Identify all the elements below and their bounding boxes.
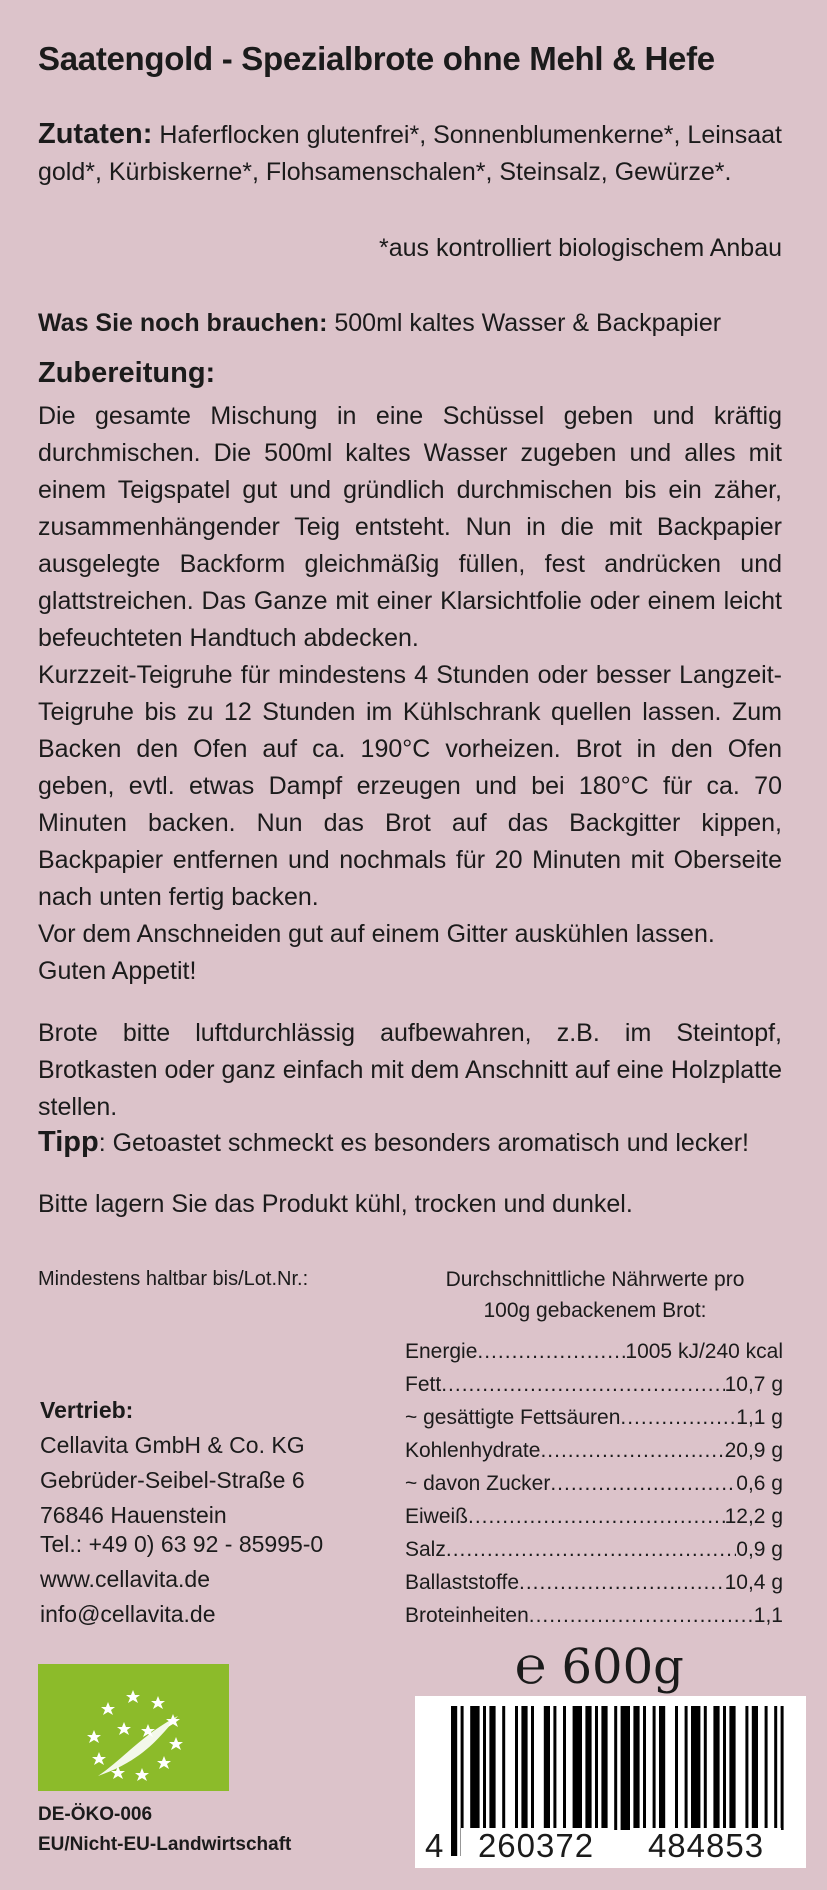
barcode-bar <box>745 1706 748 1830</box>
barcode-bar <box>573 1706 582 1830</box>
nutrition-row <box>405 1472 783 1505</box>
barcode-bar <box>483 1706 486 1830</box>
barcode-group-2: 484853 <box>631 1828 781 1864</box>
barcode-bar <box>563 1706 566 1830</box>
preparation-paragraph-4: Guten Appetit! <box>38 957 197 985</box>
nutrition-label: Ballaststoffe <box>405 1571 520 1594</box>
organic-code-block <box>38 1800 291 1860</box>
nutrition-row <box>405 1439 783 1472</box>
distributor-street: Gebrüder-Seibel-Straße 6 <box>40 1467 305 1493</box>
preparation-heading: Zubereitung: <box>38 357 216 389</box>
nutrition-value: 1,1 <box>753 1604 783 1627</box>
store-note: Bitte lagern Sie das Produkt kühl, trocken und dunkel. <box>38 1190 633 1218</box>
barcode-bar <box>765 1706 768 1830</box>
nutrition-leader-dots <box>540 1439 724 1463</box>
barcode-bar <box>451 1706 457 1856</box>
barcode-bar <box>713 1706 719 1830</box>
nutrition-value: 10,7 g <box>724 1373 783 1396</box>
nutrition-label: Eiweiß <box>405 1505 469 1528</box>
needed-label: Was Sie noch brauchen: <box>38 309 328 337</box>
barcode-bar <box>659 1706 665 1830</box>
nutrition-leader-dots <box>477 1340 625 1364</box>
barcode-bar <box>691 1706 700 1830</box>
nutrition-row <box>405 1538 783 1571</box>
nutrition-label: Salz <box>405 1538 446 1561</box>
nutrition-label: Broteinheiten <box>405 1604 529 1627</box>
barcode-bar <box>675 1706 678 1830</box>
nutrition-leader-dots <box>468 1505 725 1529</box>
nutrition-label: Kohlenhydrate <box>405 1439 541 1462</box>
distributor-website: www.cellavita.de <box>40 1566 211 1592</box>
barcode-digit-first: 4 <box>425 1827 444 1864</box>
tip-text: : Getoastet schmeckt es besonders aromatisch und lecker! <box>98 1129 749 1157</box>
barcode-bar <box>633 1706 639 1830</box>
barcode-bar <box>521 1706 527 1830</box>
barcode-bar <box>752 1706 758 1830</box>
nutrition-value: 0,9 g <box>736 1538 783 1561</box>
barcode-bar <box>595 1706 598 1830</box>
nutrition-leader-dots <box>529 1604 754 1628</box>
nutrition-value: 12,2 g <box>724 1505 783 1528</box>
organic-control-code: DE-ÖKO-006 <box>38 1804 153 1825</box>
nutrition-row <box>405 1505 783 1538</box>
nutrition-leader-dots <box>620 1406 736 1430</box>
nutrition-value: 0,6 g <box>736 1472 783 1495</box>
barcode-bar <box>531 1706 534 1830</box>
barcode-bar <box>515 1706 518 1830</box>
barcode-bar <box>723 1706 726 1830</box>
barcode-bar <box>729 1706 735 1830</box>
nutrition-value: 20,9 g <box>724 1439 783 1462</box>
distributor-city: 76846 Hauenstein <box>40 1502 227 1528</box>
nutrition-leader-dots <box>441 1373 724 1397</box>
nutrition-row <box>405 1604 783 1637</box>
nutrition-label: ~ gesättigte Fettsäuren <box>405 1406 621 1429</box>
barcode-bar <box>585 1706 591 1830</box>
barcode-bar <box>704 1706 707 1830</box>
barcode-bar <box>553 1706 556 1830</box>
eu-organic-logo <box>38 1664 229 1791</box>
nutrition-table <box>405 1340 783 1637</box>
nutrition-heading-line-1: Durchschnittliche Nährwerte pro <box>445 1268 745 1291</box>
nutrition-value: 1,1 g <box>736 1406 783 1429</box>
barcode-bar <box>502 1706 505 1830</box>
nutrition-row <box>405 1340 783 1373</box>
nutrition-value: 10,4 g <box>724 1571 783 1594</box>
barcode-bar <box>685 1706 688 1830</box>
estimated-sign-icon: ℮ <box>515 1636 547 1696</box>
ingredients-block <box>38 116 782 191</box>
product-title: Saatengold - Spezialbrote ohne Mehl & Hefe <box>38 40 715 77</box>
barcode-bar <box>614 1706 617 1830</box>
weight-value: 600g <box>561 1639 684 1695</box>
storage-paragraph: Brote bitte luftdurchlässig aufbewahren, z.B. im Steintopf, Brotkasten oder ganz einfach mit dem Anschnitt auf eine Holzplatte stellen. <box>38 1019 782 1121</box>
barcode-bar <box>601 1706 607 1830</box>
ingredients-text: Haferflocken glutenfrei*, Sonnenblumenkerne*, Leinsaat gold*, Kürbiskerne*, Flohsamenschalen*, Steinsalz, Gewürze*. <box>38 121 782 186</box>
nutrition-label: Fett <box>405 1373 442 1396</box>
nutrition-leader-dots <box>550 1472 736 1496</box>
nutrition-row <box>405 1571 783 1604</box>
preparation-paragraph-3: Vor dem Anschneiden gut auf einem Gitter auskühlen lassen. <box>38 920 715 948</box>
barcode-bar <box>489 1706 495 1830</box>
distributor-block <box>40 1393 323 1632</box>
barcode <box>415 1696 806 1868</box>
barcode-bar <box>470 1706 479 1830</box>
distributor-company: Cellavita GmbH & Co. KG <box>40 1432 305 1458</box>
nutrition-row <box>405 1406 783 1439</box>
barcode-group-1: 260372 <box>461 1828 611 1864</box>
organic-footnote: *aus kontrolliert biologischem Anbau <box>378 234 782 262</box>
best-before-label: Mindestens haltbar bis/Lot.Nr.: <box>38 1268 309 1290</box>
tip-block <box>38 1124 782 1162</box>
ingredients-label: Zutaten: <box>38 118 153 150</box>
barcode-bar <box>621 1706 630 1830</box>
distributor-label: Vertrieb: <box>40 1397 134 1423</box>
distributor-phone: Tel.: +49 0) 63 92 - 85995-0 <box>40 1531 324 1557</box>
nutrition-row <box>405 1373 783 1406</box>
preparation-paragraph-1: Die gesamte Mischung in eine Schüssel geben und kräftig durchmischen. Die 500ml kaltes Wasser zugeben und alles mit einem Teigspatel gut und gründlich durchmischen bis ein zäher, zusammenhängender Teig entsteht. Nun in die mit Backpapier ausgelegte Backform gleichmäßig füllen, fest andrücken und glattstreichen. Das Ganze mit einer Klarsichtfolie oder einem leicht befeuchteten Handtuch abdecken. <box>38 402 782 652</box>
tip-label: Tipp <box>38 1126 99 1158</box>
distributor-email: info@cellavita.de <box>40 1601 216 1627</box>
nutrition-leader-dots <box>519 1571 725 1595</box>
needed-text: 500ml kaltes Wasser & Backpapier <box>327 309 722 337</box>
barcode-bar <box>781 1706 784 1830</box>
nutrition-label: Energie <box>405 1340 478 1363</box>
needed-block <box>38 305 782 342</box>
organic-origin: EU/Nicht-EU-Landwirtschaft <box>38 1834 292 1855</box>
net-weight <box>515 1636 684 1696</box>
eu-leaf-stars-icon <box>38 1664 229 1791</box>
nutrition-leader-dots <box>446 1538 736 1562</box>
barcode-bar <box>774 1706 777 1830</box>
nutrition-label: ~ davon Zucker <box>405 1472 551 1495</box>
nutrition-heading-line-2: 100g gebackenem Brot: <box>483 1299 707 1322</box>
preparation-paragraph-2: Kurzzeit-Teigruhe für mindestens 4 Stunden oder besser Langzeit-Teigruhe bis zu 12 Stunden im Kühlschrank quellen lassen. Zum Backen den Ofen auf ca. 190°C vorheizen. Brot in den Ofen geben, evtl. etwas Dampf erzeugen und bei 180°C für ca. 70 Minuten backen. Nun das Brot auf das Backgitter kippen, Backpapier entfernen und nochmals für 20 Minuten mit Oberseite nach unten fertig backen. <box>38 661 782 911</box>
nutrition-heading <box>405 1264 785 1326</box>
nutrition-value: 1005 kJ/240 kcal <box>625 1340 783 1363</box>
barcode-bar <box>544 1706 550 1830</box>
